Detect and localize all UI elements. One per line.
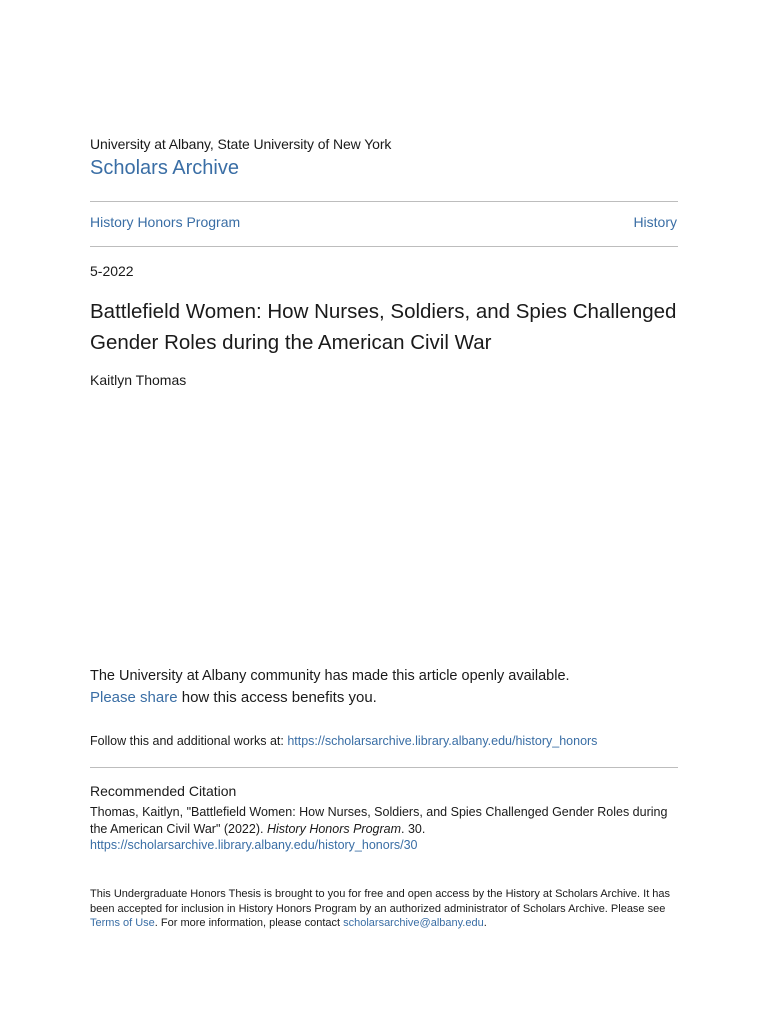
terms-of-use-link[interactable]: Terms of Use	[90, 917, 155, 929]
divider	[90, 767, 678, 768]
please-share-link[interactable]: Please share	[90, 689, 178, 706]
footer-part-2: . For more information, please contact	[154, 917, 344, 929]
divider	[90, 201, 678, 202]
citation-part-2: . 30.	[401, 821, 426, 836]
institution-name: University at Albany, State University of New York	[90, 136, 392, 152]
follow-line	[90, 734, 597, 748]
collection-url-link[interactable]: https://scholarsarchive.library.albany.edu/history_honors	[287, 734, 598, 748]
citation-series: History Honors Program	[266, 821, 402, 836]
footer-notice	[90, 887, 680, 931]
open-access-statement: The University at Albany community has made this article openly available.	[90, 668, 570, 684]
share-line	[90, 689, 377, 706]
department-link[interactable]: History	[633, 214, 677, 230]
contact-email-link[interactable]: scholarsarchive@albany.edu	[343, 917, 484, 929]
archive-name-link[interactable]: Scholars Archive	[90, 157, 239, 179]
document-author: Kaitlyn Thomas	[90, 372, 187, 388]
footer-part-1: This Undergraduate Honors Thesis is brought to you for free and open access by the History at Scholars Archive. It has been accepted for inclusion in History Honors Program by an authorized administrator of Scholars Archive. Please see	[90, 888, 671, 915]
footer-part-3: .	[483, 917, 487, 929]
follow-prefix: Follow this and additional works at:	[90, 734, 288, 748]
citation-part-1: Thomas, Kaitlyn, "Battlefield Women: How Nurses, Soldiers, and Spies Challenged Gender Roles during the American Civil War" (2022).	[90, 805, 668, 836]
document-title: Battlefield Women: How Nurses, Soldiers, and Spies Challenged Gender Roles during the American Civil War	[90, 300, 677, 354]
program-link[interactable]: History Honors Program	[90, 214, 241, 230]
divider	[90, 246, 678, 247]
citation-heading: Recommended Citation	[90, 783, 237, 799]
share-suffix: how this access benefits you.	[177, 689, 377, 706]
citation-text	[90, 804, 680, 854]
citation-url-link[interactable]: https://scholarsarchive.library.albany.edu/history_honors/30	[90, 838, 418, 852]
publication-date: 5-2022	[90, 263, 134, 279]
